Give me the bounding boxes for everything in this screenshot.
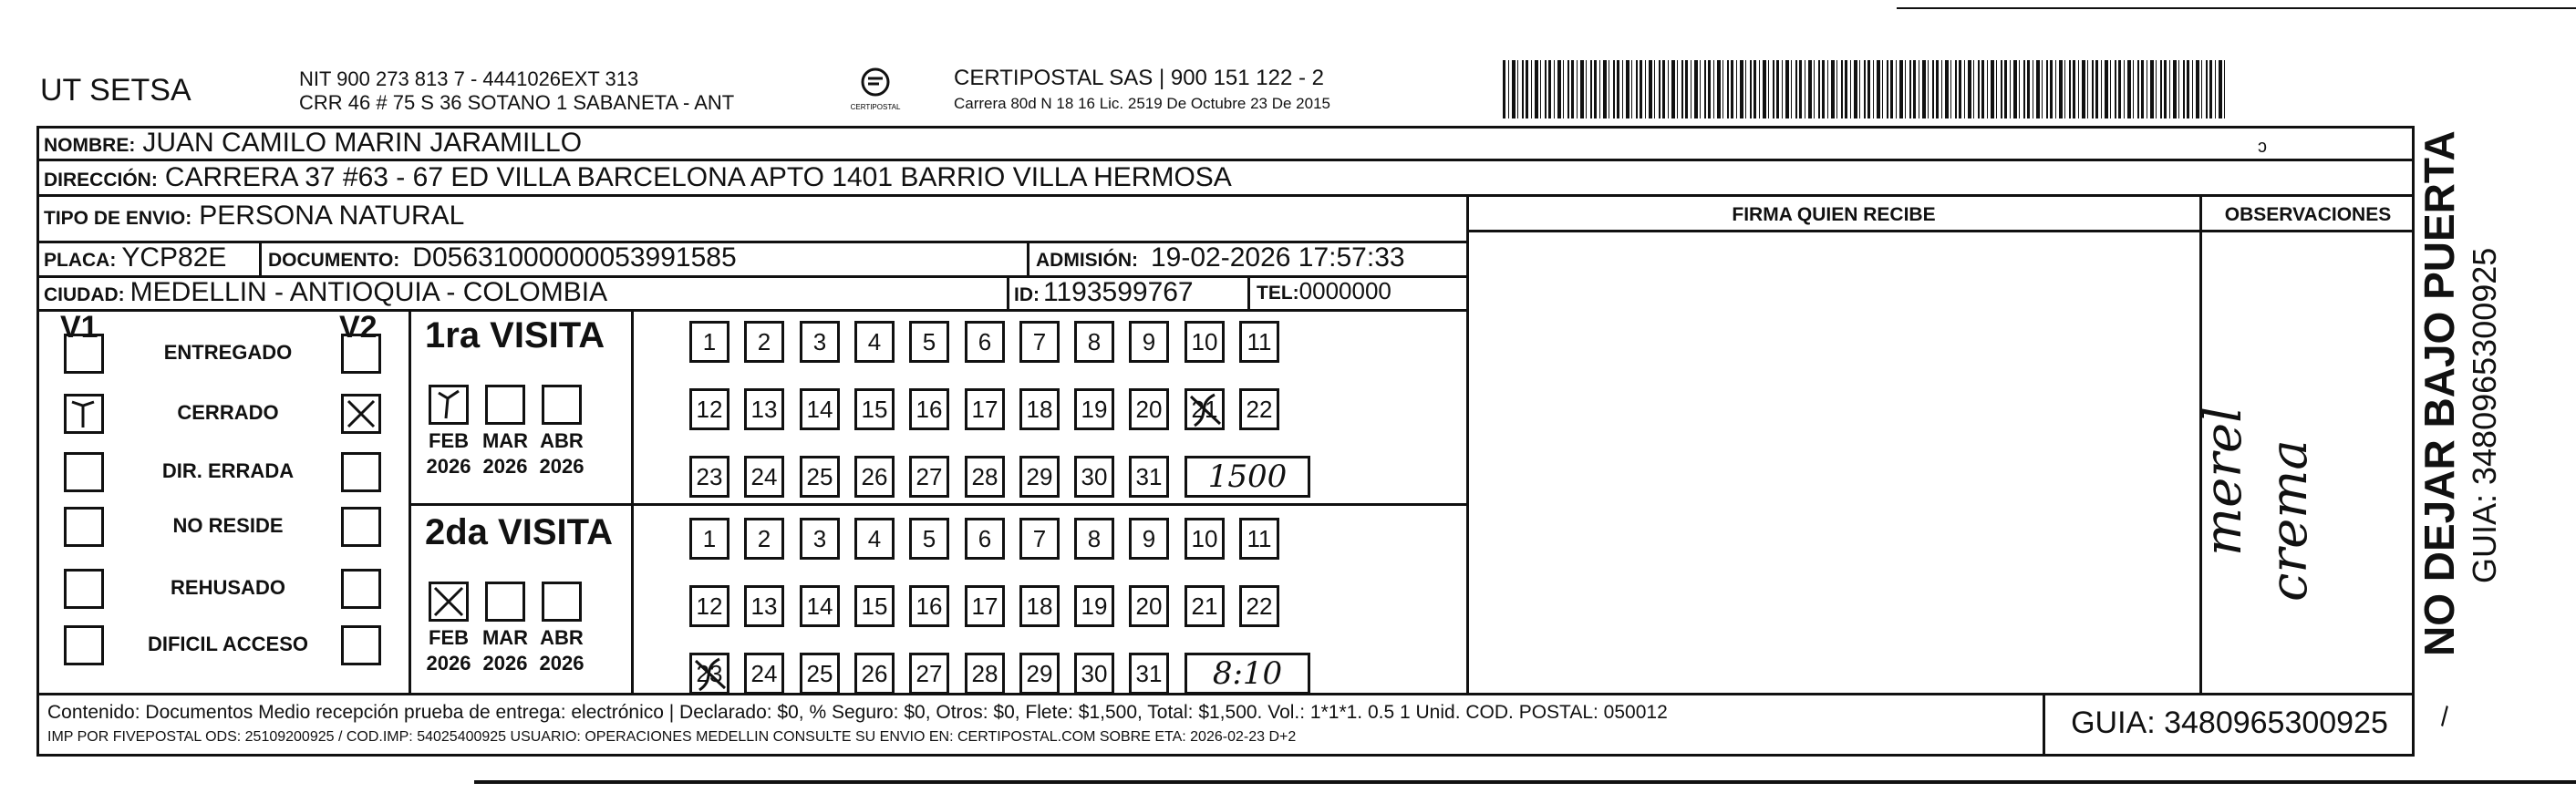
visit-0-day-14[interactable]: 14 <box>800 388 840 430</box>
visit-0-day-28[interactable]: 28 <box>965 456 1005 498</box>
visit-0-day-3[interactable]: 3 <box>800 321 840 363</box>
v2-checkbox-5[interactable] <box>341 625 381 665</box>
visit-0-day-17[interactable]: 17 <box>965 388 1005 430</box>
visit-1-day-23[interactable]: 23 <box>689 653 729 695</box>
visit-1-day-22[interactable]: 22 <box>1239 585 1279 627</box>
hand-mark: ɔ <box>2258 137 2267 157</box>
v2-checkbox-4[interactable] <box>341 569 381 609</box>
visit-0-day-24[interactable]: 24 <box>744 456 784 498</box>
tipo-label: TIPO DE ENVIO: <box>44 208 192 229</box>
footer-imp: IMP POR FIVEPOSTAL ODS: 25109200925 / COD.IMP: 54025400925 USUARIO: OPERACIONES MEDELLIN CONSULTE SU ENVIO EN: CERTIPOSTAL.COM SOBRE ETA: 2026-02-23 D+2 <box>47 729 1297 745</box>
visit-0-month-label-2: ABR 2026 <box>539 429 585 478</box>
id-row <box>1014 277 1194 308</box>
v1-label: V1 <box>60 310 98 345</box>
visit-0-day-4[interactable]: 4 <box>854 321 895 363</box>
v1-checkbox-1[interactable] <box>64 394 104 434</box>
v1-checkbox-2[interactable] <box>64 452 104 492</box>
visit-1-day-3[interactable]: 3 <box>800 518 840 560</box>
placa-label: PLACA: <box>44 250 117 271</box>
admision-row <box>1036 242 1405 273</box>
visit-0-day-22[interactable]: 22 <box>1239 388 1279 430</box>
option-label-4: REHUSADO <box>171 576 285 599</box>
visit-1-day-26[interactable]: 26 <box>854 653 895 695</box>
visit-0-month-box-2[interactable] <box>542 385 582 425</box>
v1-checkbox-0[interactable] <box>64 334 104 374</box>
visit-0-day-29[interactable]: 29 <box>1019 456 1060 498</box>
nombre-label: NOMBRE: <box>44 135 136 156</box>
visit-1-day-mark <box>692 655 729 694</box>
visit-1-day-19[interactable]: 19 <box>1074 585 1114 627</box>
side-scribble: \ <box>2433 702 2456 732</box>
visit-1-day-5[interactable]: 5 <box>909 518 949 560</box>
visit-1-day-6[interactable]: 6 <box>965 518 1005 560</box>
visit-0-day-9[interactable]: 9 <box>1129 321 1169 363</box>
visit-0-day-23[interactable]: 23 <box>689 456 729 498</box>
visit-0-day-11[interactable]: 11 <box>1239 321 1279 363</box>
visit-1-month-box-1[interactable] <box>485 582 525 622</box>
visit-0-day-26[interactable]: 26 <box>854 456 895 498</box>
visit-0-day-1[interactable]: 1 <box>689 321 729 363</box>
visit-0-day-10[interactable]: 10 <box>1185 321 1225 363</box>
visit-1-month-box-0[interactable] <box>429 582 469 622</box>
visit-1-day-1[interactable]: 1 <box>689 518 729 560</box>
visit-0-day-30[interactable]: 30 <box>1074 456 1114 498</box>
v2-checkbox-1[interactable] <box>341 394 381 434</box>
visit-0-day-19[interactable]: 19 <box>1074 388 1114 430</box>
visit-0-month-label-1: MAR 2026 <box>481 429 529 478</box>
visit-1-day-7[interactable]: 7 <box>1019 518 1060 560</box>
visit-0-day-21[interactable]: 21 <box>1185 388 1225 430</box>
visit-1-time-box[interactable]: 8:10 <box>1185 653 1310 695</box>
visit-1-day-10[interactable]: 10 <box>1185 518 1225 560</box>
visit-0-day-16[interactable]: 16 <box>909 388 949 430</box>
bottom-rule <box>474 780 2576 784</box>
nit-line: NIT 900 273 813 7 - 4441026EXT 313 <box>299 67 639 90</box>
visit-0-day-27[interactable]: 27 <box>909 456 949 498</box>
visit-1-day-12[interactable]: 12 <box>689 585 729 627</box>
nombre-row <box>44 128 582 159</box>
visit-1-day-9[interactable]: 9 <box>1129 518 1169 560</box>
visit-0-day-15[interactable]: 15 <box>854 388 895 430</box>
placa-value: YCP82E <box>121 242 227 273</box>
direccion-row <box>44 162 1232 193</box>
id-value: 1193599767 <box>1043 277 1194 307</box>
visit-0-day-18[interactable]: 18 <box>1019 388 1060 430</box>
visit-1-day-20[interactable]: 20 <box>1129 585 1169 627</box>
v1-checkbox-5[interactable] <box>64 625 104 665</box>
license-line: Carrera 80d N 18 16 Lic. 2519 De Octubre 23 De 2015 <box>954 95 1330 112</box>
v1-checkbox-4[interactable] <box>64 569 104 609</box>
side-guia: GUIA: 3480965300925 <box>2466 247 2503 583</box>
visit-1-day-11[interactable]: 11 <box>1239 518 1279 560</box>
v1-checkbox-3[interactable] <box>64 507 104 547</box>
visit-0-day-6[interactable]: 6 <box>965 321 1005 363</box>
barcode <box>1503 60 2229 118</box>
visit-0-day-5[interactable]: 5 <box>909 321 949 363</box>
tel-row <box>1257 277 1391 305</box>
visit-1-month-label-2: ABR 2026 <box>539 626 585 675</box>
observaciones-label: OBSERVACIONES <box>2224 204 2392 225</box>
visit-1-day-21[interactable]: 21 <box>1185 585 1225 627</box>
visit-1-day-4[interactable]: 4 <box>854 518 895 560</box>
company-name: UT SETSA <box>40 73 191 108</box>
visit-1-day-16[interactable]: 16 <box>909 585 949 627</box>
option-label-2: DIR. ERRADA <box>161 459 295 482</box>
visit-1-month-label-1: MAR 2026 <box>481 626 529 675</box>
visit-1-day-2[interactable]: 2 <box>744 518 784 560</box>
ciudad-value: MEDELLIN - ANTIOQUIA - COLOMBIA <box>129 277 608 307</box>
v2-checkbox-0[interactable] <box>341 334 381 374</box>
option-label-3: NO RESIDE <box>172 514 284 537</box>
footer-contenido: Contenido: Documentos Medio recepción prueba de entrega: electrónico | Declarado: $0, % Seguro: $0, Otros: $0, Flete: $1,500, Total: $1,500. Vol.: 1*1*1. 0.5 1 Unid. COD. POSTAL: 050012 <box>47 702 1668 723</box>
v2-checkbox-2[interactable] <box>341 452 381 492</box>
visit-0-month-box-1[interactable] <box>485 385 525 425</box>
visit-0-day-7[interactable]: 7 <box>1019 321 1060 363</box>
visit-0-day-2[interactable]: 2 <box>744 321 784 363</box>
ciudad-row <box>44 277 607 308</box>
direccion-value: CARRERA 37 #63 - 67 ED VILLA BARCELONA APTO 1401 BARRIO VILLA HERMOSA <box>164 162 1232 192</box>
footer-guia: GUIA: 3480965300925 <box>2071 705 2388 740</box>
option-label-5: DIFICIL ACCESO <box>147 633 308 655</box>
firma-label: FIRMA QUIEN RECIBE <box>1732 204 1936 225</box>
direccion-label: DIRECCIÓN: <box>44 170 158 191</box>
admision-value: 19-02-2026 17:57:33 <box>1151 242 1405 273</box>
tel-label: TEL: <box>1257 283 1299 304</box>
documento-value: D05631000000053991585 <box>412 242 737 273</box>
v2-checkbox-3[interactable] <box>341 507 381 547</box>
observaciones-handwriting-2: crema <box>2260 439 2319 602</box>
address-line: CRR 46 # 75 S 36 SOTANO 1 SABANETA - ANT <box>299 91 735 114</box>
visit-0-day-20[interactable]: 20 <box>1129 388 1169 430</box>
certipostal-line: CERTIPOSTAL SAS | 900 151 122 - 2 <box>954 66 1324 90</box>
tipo-value: PERSONA NATURAL <box>199 201 465 231</box>
visit-0-time-box[interactable]: 1500 <box>1185 456 1310 498</box>
visit-1-day-17[interactable]: 17 <box>965 585 1005 627</box>
visit-1-day-30[interactable]: 30 <box>1074 653 1114 695</box>
nombre-value: JUAN CAMILO MARIN JARAMILLO <box>142 128 583 158</box>
visit-1-day-24[interactable]: 24 <box>744 653 784 695</box>
tel-value: 0000000 <box>1298 277 1391 304</box>
visit-1-day-28[interactable]: 28 <box>965 653 1005 695</box>
ciudad-label: CIUDAD: <box>44 284 125 305</box>
certipostal-logo <box>848 64 903 115</box>
visit-title-0: 1ra VISITA <box>425 315 605 355</box>
visit-1-month-box-2[interactable] <box>542 582 582 622</box>
v2-label: V2 <box>339 310 378 345</box>
visit-1-day-29[interactable]: 29 <box>1019 653 1060 695</box>
visit-1-day-27[interactable]: 27 <box>909 653 949 695</box>
placa-row <box>44 242 226 273</box>
visit-0-day-mark <box>1187 391 1224 429</box>
visit-0-day-31[interactable]: 31 <box>1129 456 1169 498</box>
visit-1-month-label-0: FEB 2026 <box>426 626 471 675</box>
top-rule <box>1897 7 2576 9</box>
id-label: ID: <box>1014 284 1040 305</box>
visit-0-day-13[interactable]: 13 <box>744 388 784 430</box>
visit-0-day-12[interactable]: 12 <box>689 388 729 430</box>
svg-text:CERTIPOSTAL: CERTIPOSTAL <box>850 103 901 111</box>
documento-row <box>268 242 737 273</box>
visit-0-month-label-0: FEB 2026 <box>426 429 471 478</box>
visit-1-day-15[interactable]: 15 <box>854 585 895 627</box>
visit-1-day-8[interactable]: 8 <box>1074 518 1114 560</box>
visit-0-month-box-0[interactable] <box>429 385 469 425</box>
visit-1-day-25[interactable]: 25 <box>800 653 840 695</box>
visit-1-day-13[interactable]: 13 <box>744 585 784 627</box>
documento-label: DOCUMENTO: <box>268 250 400 271</box>
visit-1-day-31[interactable]: 31 <box>1129 653 1169 695</box>
observaciones-handwriting-1: merel <box>2194 406 2253 556</box>
visit-1-day-14[interactable]: 14 <box>800 585 840 627</box>
visit-title-1: 2da VISITA <box>425 512 613 552</box>
visit-0-day-25[interactable]: 25 <box>800 456 840 498</box>
admision-label: ADMISIÓN: <box>1036 250 1138 271</box>
tipo-row <box>44 201 464 232</box>
side-warning: NO DEJAR BAJO PUERTA <box>2416 130 2463 656</box>
visit-1-day-18[interactable]: 18 <box>1019 585 1060 627</box>
option-label-0: ENTREGADO <box>163 341 293 364</box>
option-label-1: CERRADO <box>177 401 279 424</box>
visit-0-day-8[interactable]: 8 <box>1074 321 1114 363</box>
